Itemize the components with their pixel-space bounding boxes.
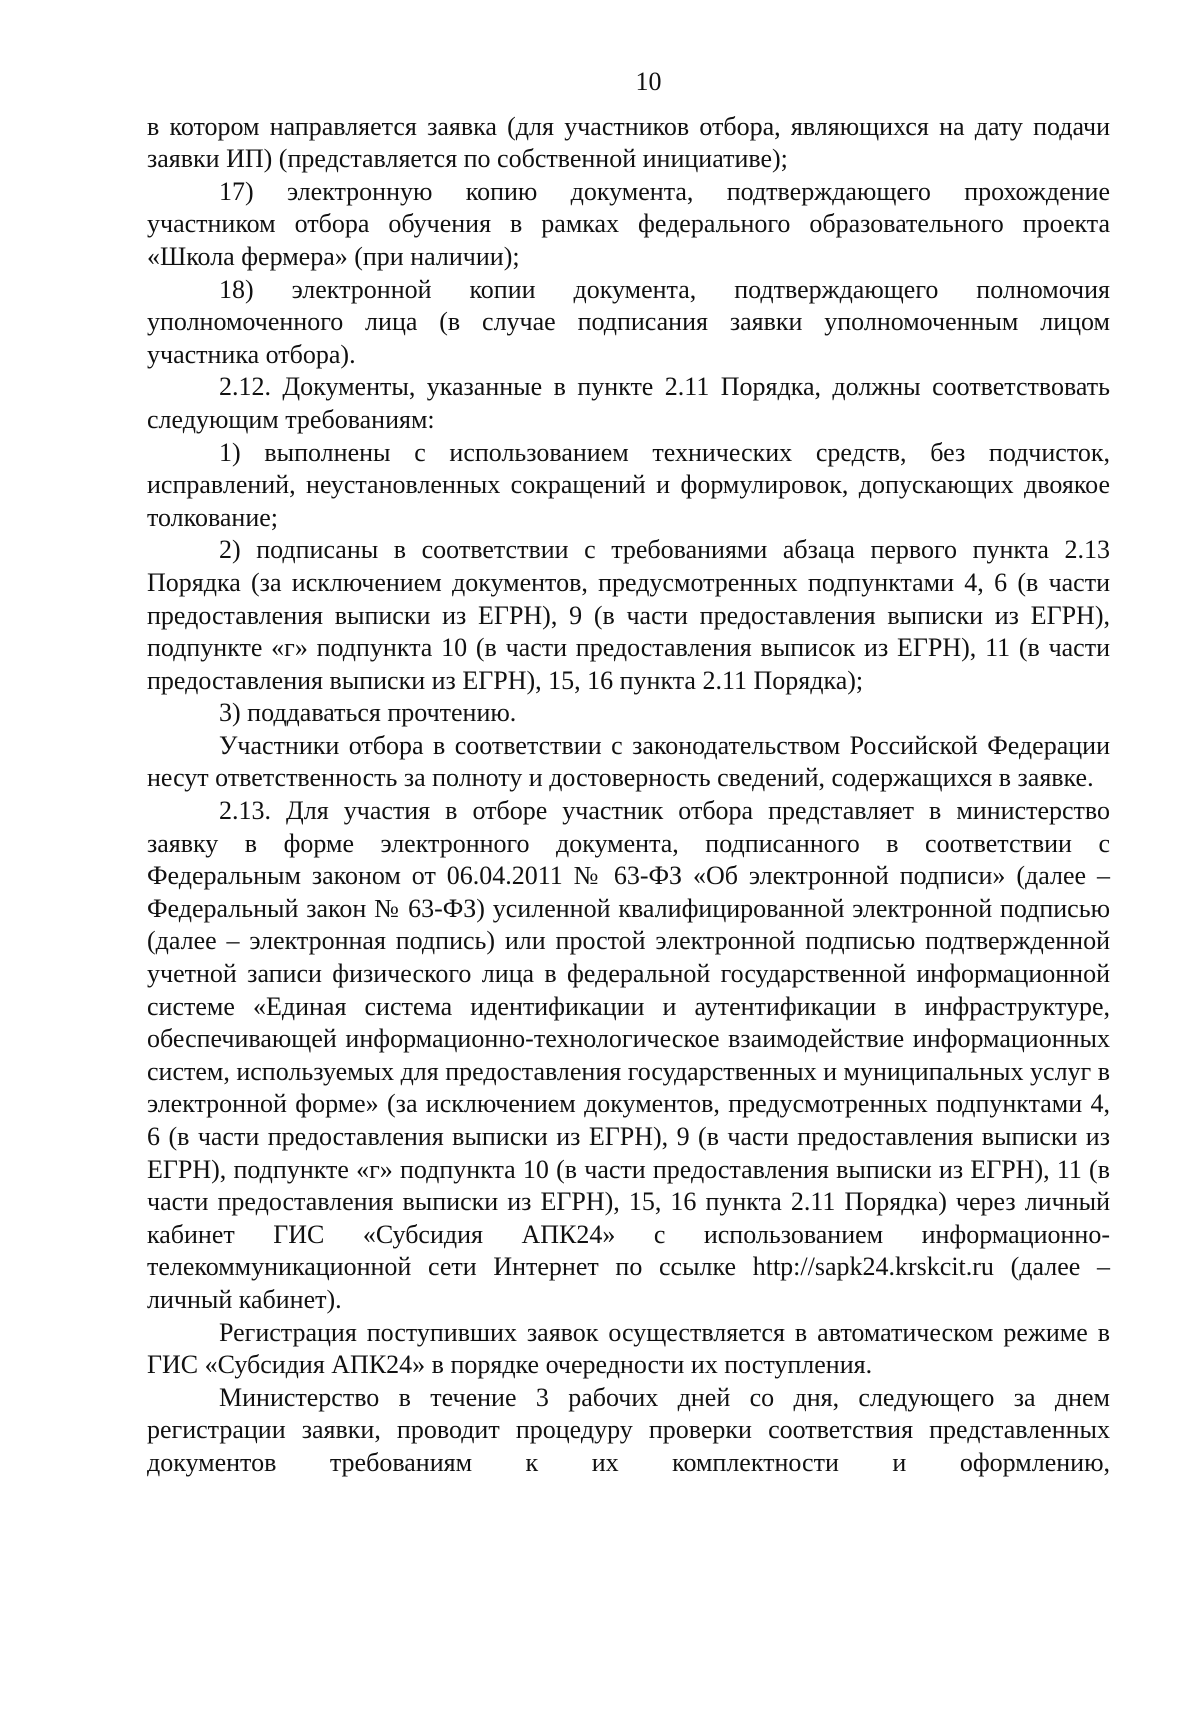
paragraph-registration: Регистрация поступивших заявок осуществляется в автоматическом режиме в ГИС «Субсидия АПК24» в порядке очередности их поступления. [147,1317,1110,1380]
paragraph-requirement-2: 2) подписаны в соответствии с требованиями абзаца первого пункта 2.13 Порядка (за исключением документов, предусмотренных подпунктами 4, 6 (в части предоставления выписки из ЕГРН), 9 (в части предоставления выписки из ЕГРН), подпункте «г» подпункта 10 (в части предоставления выписок из ЕГРН), 11 (в части предоставления выписки из ЕГРН), 15, 16 пункта 2.11 Порядка); [147,535,1110,695]
page-number: 10 [635,67,662,96]
paragraph-requirement-3: 3) поддаваться прочтению. [219,698,517,728]
paragraph-item-18: 18) электронной копии документа, подтверждающего полномочия уполномоченного лица (в случае подписания заявки уполномоченным лицом участника отбора). [147,274,1110,369]
paragraph-1: в котором направляется заявка (для участников отбора, являющихся на дату подачи заявки ИП) (представляется по собственной инициативе); [147,111,1110,174]
paragraph-ministry-check: Министерство в течение 3 рабочих дней со дня, следующего за днем регистрации заявки, проводит процедуру проверки соответствия представленных документов требованиям к их комплектности и оформлению, [147,1382,1110,1477]
paragraph-responsibility: Участники отбора в соответствии с законодательством Российской Федерации несут ответственность за полноту и достоверность сведений, содержащихся в заявке. [147,730,1110,793]
paragraph-section-2-13: 2.13. Для участия в отборе участник отбора представляет в министерство заявку в форме электронного документа, подписанного в соответствии с Федеральным законом от 06.04.2011 № 63-ФЗ «Об электронной подписи» (далее – Федеральный закон № 63-ФЗ) усиленной квалифицированной электронной подписью (далее – электронная подпись) или простой электронной подписью подтвержденной учетной записи физического лица в федеральной государственной информационной системе «Единая система идентификации и аутентификации в инфраструктуре, обеспечивающей информационно-технологическое взаимодействие информационных систем, используемых для предоставления государственных и муниципальных услуг в электронной форме» (за исключением документов, предусмотренных подпунктами 4, 6 (в части предоставления выписки из ЕГРН), 9 (в части предоставления выписки из ЕГРН), подпункте «г» подпункта 10 (в части предоставления выписки из ЕГРН), 11 (в части предоставления выписки из ЕГРН), 15, 16 пункта 2.11 Порядка) через личный кабинет ГИС «Субсидия АПК24» с использованием информационно-телекоммуникационной сети Интернет по ссылке http://sapk24.krskcit.ru (далее – личный кабинет). [147,796,1110,1314]
paragraph-section-2-12: 2.12. Документы, указанные в пункте 2.11 Порядка, должны соответствовать следующим требованиям: [147,372,1110,434]
paragraph-item-17: 17) электронную копию документа, подтверждающего прохождение участником отбора обучения в рамках федерального образовательного проекта «Школа фермера» (при наличии); [147,176,1110,271]
paragraph-requirement-1: 1) выполнены с использованием технических средств, без подчисток, исправлений, неустановленных сокращений и формулировок, допускающих двоякое толкование; [147,437,1110,532]
